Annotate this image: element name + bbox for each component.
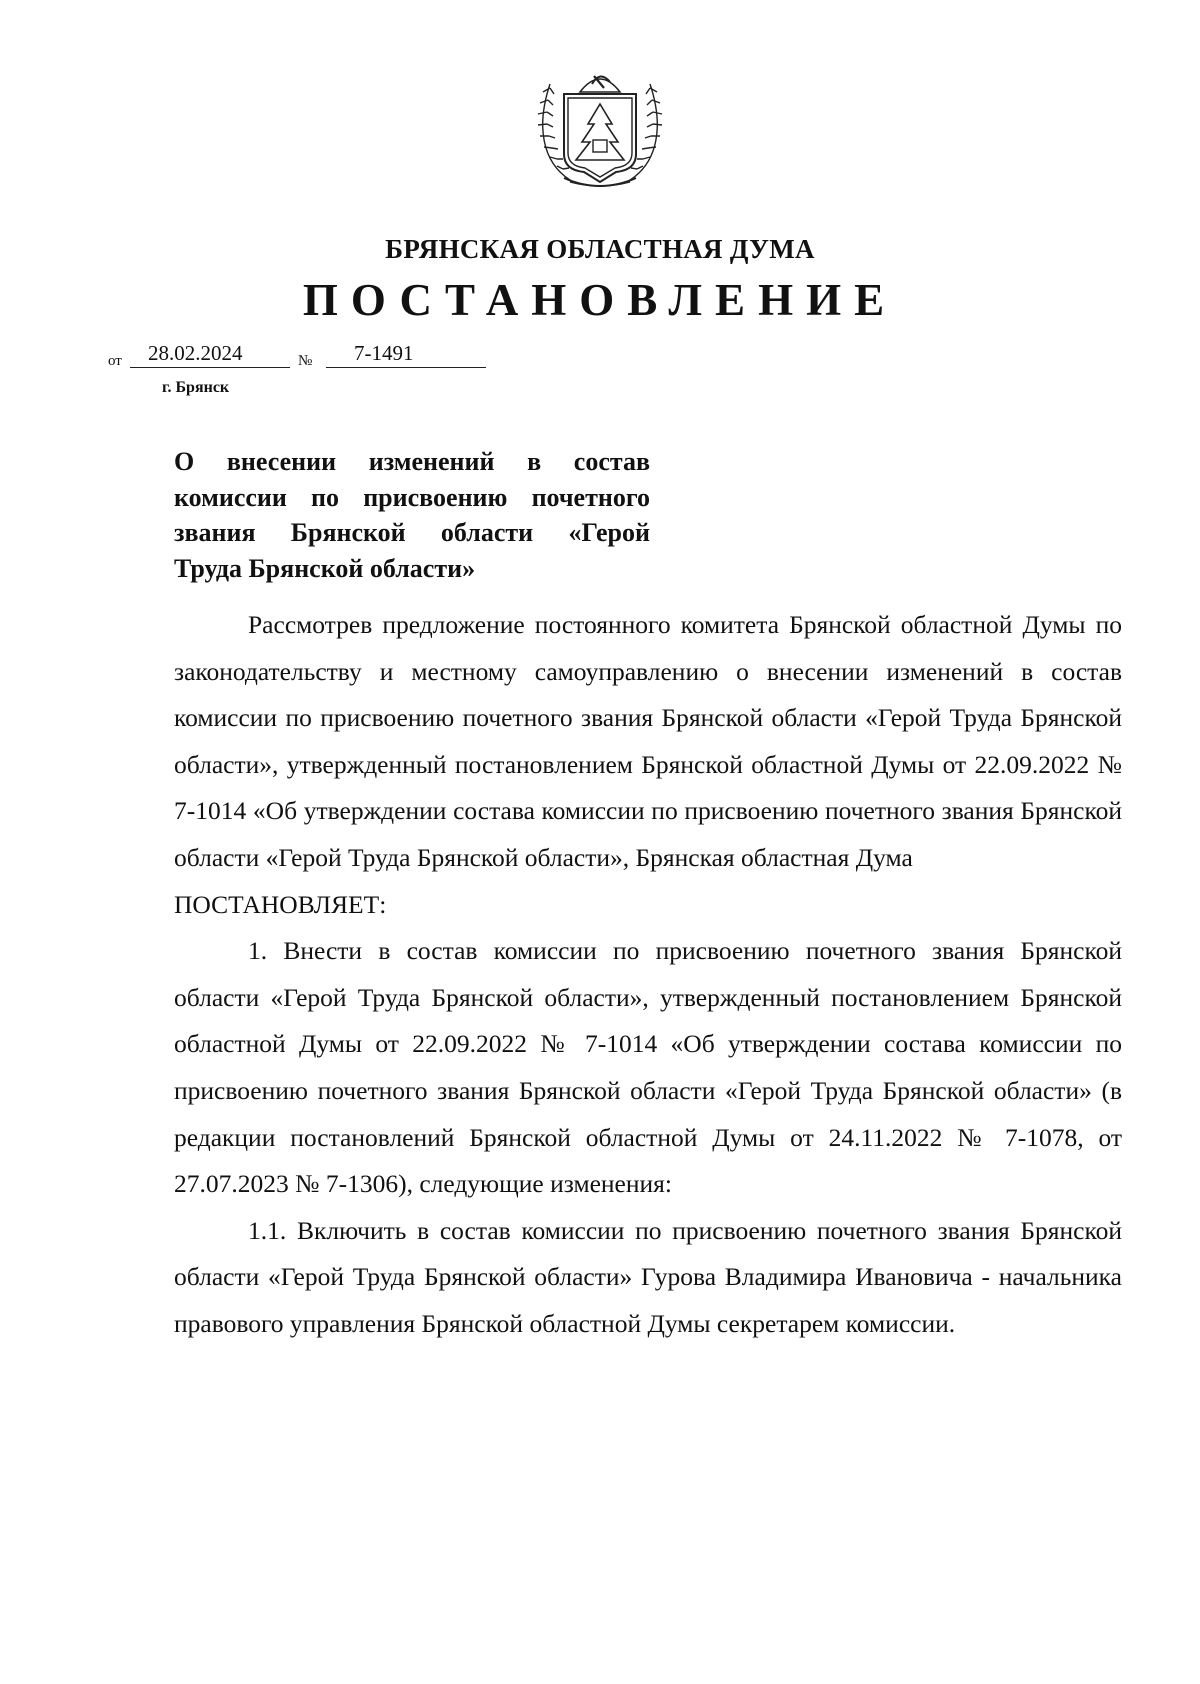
document-date: 28.02.2024 [148,341,243,365]
subject-line: звания Брянской области «Герой [174,518,650,547]
number-underline [326,366,486,368]
date-label: от [108,353,122,369]
document-type-title: ПОСТАНОВЛЕНИЕ [302,275,898,325]
decree-word: ПОСТАНОВЛЯЕТ: [174,889,387,919]
number-label: № [298,353,313,369]
subject-line: комиссии по присвоению почетного [174,482,650,512]
item-1-1-paragraph: 1.1. Включить в состав комиссии по присвоению почетного звания Брянской области «Герой Труда Брянской области» Гурова Владимира Ивановича - начальника правового управления Брянской областной Думы секретарем комиссии. [174,1215,1122,1338]
city-label: г. Брянск [162,379,230,396]
coat-of-arms-emblem [530,62,670,194]
subject-line: Труда Брянской области» [174,553,476,583]
document-subject [174,444,650,586]
date-underline [130,366,290,368]
requisites-line [108,340,528,374]
preamble-paragraph: Рассмотрев предложение постоянного комитета Брянской областной Думы по законодательству и местному самоуправлению о внесении изменений в состав комиссии по присвоению почетного звания Брянской области «Герой Труда Брянской области», утвержденный постановлением Брянской областной Думы от 22.09.2022 № 7-1014 «Об утверждении состава комиссии по присвоению почетного звания Брянской области «Герой Труда Брянской области», Брянская областная Дума [174,610,1122,872]
document-body [174,602,1122,1348]
document-number: 7-1491 [354,341,414,365]
subject-line: О внесении изменений в состав [174,447,650,476]
organization-name: БРЯНСКАЯ ОБЛАСТНАЯ ДУМА [385,234,815,264]
item-1-paragraph: 1. Внести в состав комиссии по присвоению почетного звания Брянской области «Герой Труда Брянской области», утвержденный постановлением Брянской областной Думы от 22.09.2022 № 7-1014 «Об утверждении состава комиссии по присвоению почетного звания Брянской области «Герой Труда Брянской области» (в редакции постановлений Брянской областной Думы от 24.11.2022 № 7-1078, от 27.07.2023 № 7-1306), следующие изменения: [174,936,1122,1199]
